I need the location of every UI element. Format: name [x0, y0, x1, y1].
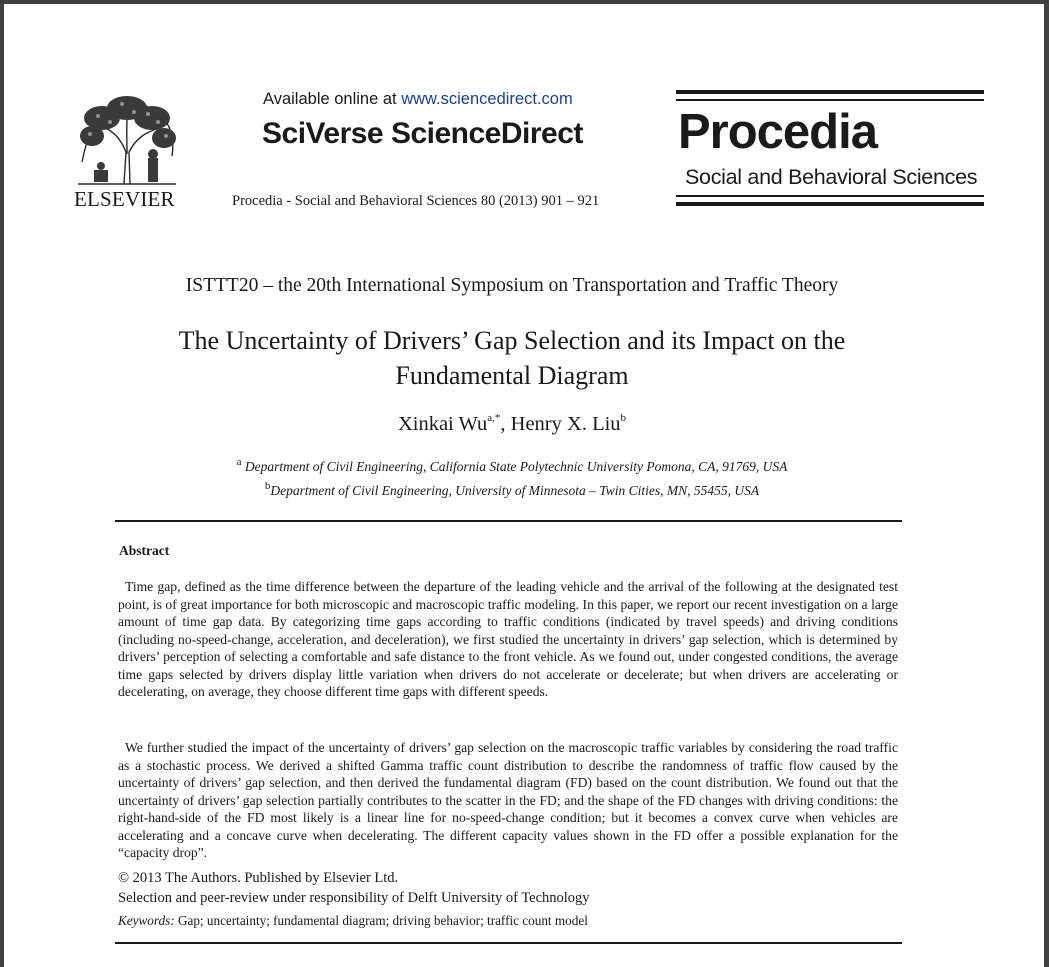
procedia-logo: [676, 90, 988, 210]
paper-title-line1: The Uncertainty of Drivers’ Gap Selection and its Impact on the: [178, 326, 846, 355]
journal-reference: Procedia - Social and Behavioral Sciences 80 (2013) 901 – 921: [232, 193, 600, 209]
available-prefix: Available online at: [263, 90, 402, 108]
affiliation-marker: b: [264, 480, 271, 492]
authors: [4, 412, 1020, 436]
procedia-title: Procedia: [678, 105, 877, 159]
author-1-affil-marker: a,*: [487, 412, 501, 424]
affiliation-text: Department of Civil Engineering, University of Minnesota – Twin Cities, MN, 55455, USA: [270, 483, 760, 498]
abstract-paragraph-2: We further studied the impact of the uncertainty of drivers’ gap selection on the macroscopic traffic variables by considering the road traffic as a stochastic process. We derived a shifted Gamma traffic count distribution to describe the randomness of traffic flow caused by the uncertainty of drivers’ gap selection, and then derived the fundamental diagram (FD) based on the count distribution. We found out that the uncertainty of drivers’ gap selection partially contributes to the scatter in the FD; and the shape of the FD changes with driving conditions: the right-hand-side of the FD most likely is a linear line for no-speed-change condition; but it becomes a convex curve when vehicles are accelerating and a concave curve when decelerating. The different capacity values shown in the FD offer a possible explanation for the “capacity drop”.: [118, 740, 898, 860]
author-2-affil-marker: b: [620, 412, 627, 424]
procedia-rule-bottom: [676, 202, 984, 206]
keywords-label: Keywords:: [118, 913, 175, 928]
author-1: Xinkai Wu: [397, 413, 488, 435]
peer-review-line: Selection and peer-review under responsibility of Delft University of Technology: [118, 890, 590, 906]
paper-title-line2: Fundamental Diagram: [395, 361, 629, 390]
procedia-subtitle: Social and Behavioral Sciences: [685, 165, 978, 189]
affiliation-marker: a: [236, 456, 242, 468]
paper-page: [4, 4, 1044, 967]
affiliation-a: [4, 456, 1020, 475]
affiliation-text: Department of Civil Engineering, California State Polytechnic University Pomona, CA, 91769, USA: [241, 459, 788, 474]
elsevier-wordmark: ELSEVIER: [74, 187, 175, 211]
abstract-paragraph-1: Time gap, defined as the time difference between the departure of the leading vehicle and the arrival of the following at the designated test point, is of great importance for both microscopic and macroscopic traffic modeling. In this paper, we report our recent investigation on a large amount of time gap data. By categorizing time gaps according to traffic conditions (indicated by travel speeds) and driving conditions (including no-speed-change, acceleration, and deceleration), we first studied the uncertainty in drivers’ gap selection, which is determined by drivers’ perception of selecting a comfortable and safe distance to the front vehicle. As we found out, under congested conditions, the average time gaps selected by drivers display little variation when drivers do not accelerate or decelerate; but when drivers are accelerating or decelerating, on average, they choose different time gaps with different speeds.: [118, 579, 898, 699]
keywords-line: [118, 913, 588, 929]
author-separator: ,: [500, 413, 511, 435]
keywords-list: Gap; uncertainty; fundamental diagram; driving behavior; traffic count model: [174, 913, 588, 928]
sciencedirect-link[interactable]: www.sciencedirect.com: [401, 90, 573, 108]
affiliation-b: [4, 480, 1020, 499]
author-2: Henry X. Liu: [510, 413, 621, 435]
abstract-rule-bottom: [115, 942, 902, 944]
symposium-line: ISTTT20 – the 20th International Symposium on Transportation and Traffic Theory: [185, 275, 839, 296]
procedia-rule-top: [676, 90, 984, 94]
abstract-rule-top: [115, 520, 902, 522]
procedia-rule-top-thin: [676, 99, 984, 101]
procedia-rule-bottom-thin: [676, 195, 984, 197]
sciverse-logo: SciVerse ScienceDirect: [262, 117, 583, 150]
copyright-line: © 2013 The Authors. Published by Elsevier Ltd.: [118, 870, 399, 886]
available-online: [263, 90, 573, 109]
paper-title: [4, 323, 1020, 393]
abstract-heading: Abstract: [119, 543, 170, 558]
